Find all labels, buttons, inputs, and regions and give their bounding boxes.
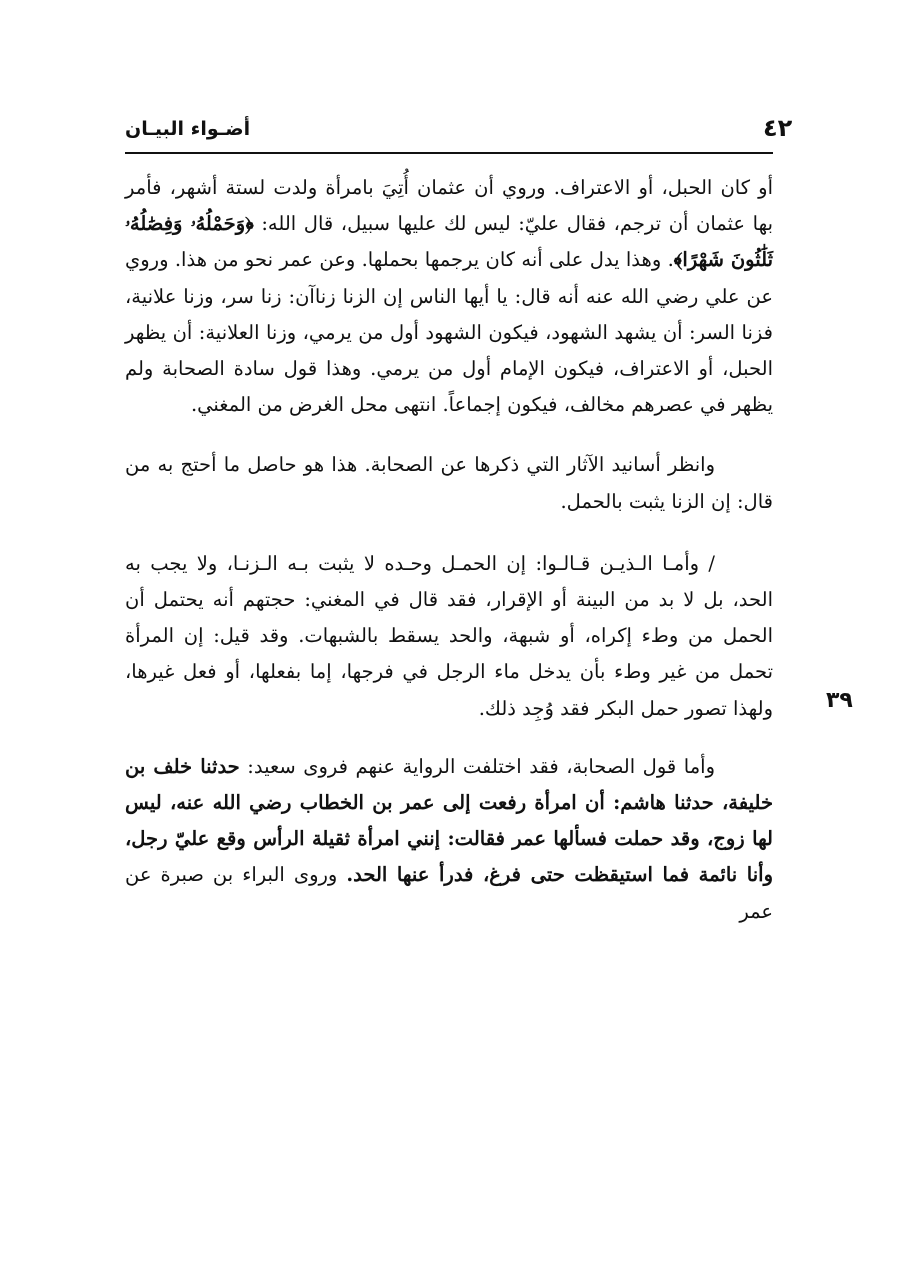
- header-rule: [125, 152, 773, 154]
- paragraph-2: وانظر أسانيد الآثار التي ذكرها عن الصحابة. هذا هو حاصل ما أحتج به من قال: إن الزنا يثبت بالحمل.: [125, 453, 773, 513]
- paragraph-4-intro: وأما قول الصحابة، فقد اختلفت الرواية عنهم فروى سعيد:: [239, 754, 715, 778]
- page-header: [125, 110, 793, 150]
- page-number: ٤٢: [763, 114, 793, 142]
- paragraph-4-narration: حدثنا خلف بن خليفة، حدثنا هاشم: أن امرأة رفعت إلى عمر بن الخطاب رضي الله عنه، ليس لها زوج، وقد حملت فسألها عمر فقالت: إنني امرأة ثقيلة الرأس وقع عليّ رجل، وأنا نائمة فما استيقظت حتى فرغ، فدرأ عنها الحد.: [125, 754, 774, 887]
- margin-page-marker: ٣٩: [826, 688, 853, 713]
- paragraph-1-text-b: . وهذا يدل على أنه كان يرجمها بحملها. وعن عمر نحو من هذا. وروي عن علي رضي الله عنه أنه قال: يا أيها الناس إن الزنا زناآن: زنا سر، وزنا علانية، فزنا السر: أن يشهد الشهود، فيكون الشهود أول من يرمي، وزنا العلانية: أن يظهر الحبل، أو الاعتراف، فيكون الإمام أول من يرمي. وهذا قول سادة الصحابة ولم يظهر في عصرهم مخالف، فيكون إجماعاً. انتهى محل الغرض من المغني.: [125, 248, 773, 417]
- paragraph-1-text-a: أو كان الحبل، أو الاعتراف. وروي أن عثمان أُتِيَ بامرأة ولدت لستة أشهر، فأمر بها عثمان أن ترجم، فقال عليّ: ليس لك عليها سبيل، قال الله:: [125, 176, 773, 236]
- paragraph-1: [125, 170, 773, 423]
- quran-verse: ﴿وَحَمْلُهُۥ وَفِصَٰلُهُۥ ثَلَٰثُونَ شَهْرًا﴾: [125, 212, 774, 272]
- paragraph-4-outro: وروى البراء بن صبرة عن عمر: [125, 863, 773, 923]
- paragraph-4: [125, 749, 773, 930]
- body-text: [125, 170, 773, 930]
- paragraph-3: / وأمـا الـذيـن قـالـوا: إن الحمـل وحـده لا يثبت بـه الـزنـا، ولا يجب به الحد، بل لا بد من البينة أو الإقرار، فقد قال في المغني: حجتهم أنه يحتمل أن الحمل من وطء إكراه، أو شبهة، والحد يسقط بالشبهات. وقد قيل: إن المرأة تحمل من غير وطء بأن يدخل ماء الرجل في فرجها، إما بفعلها، أو فعل غيرها، ولهذا تصور حمل البكر فقد وُجِد ذلك.: [125, 551, 773, 720]
- running-title: أضـواء البيـان: [125, 118, 251, 140]
